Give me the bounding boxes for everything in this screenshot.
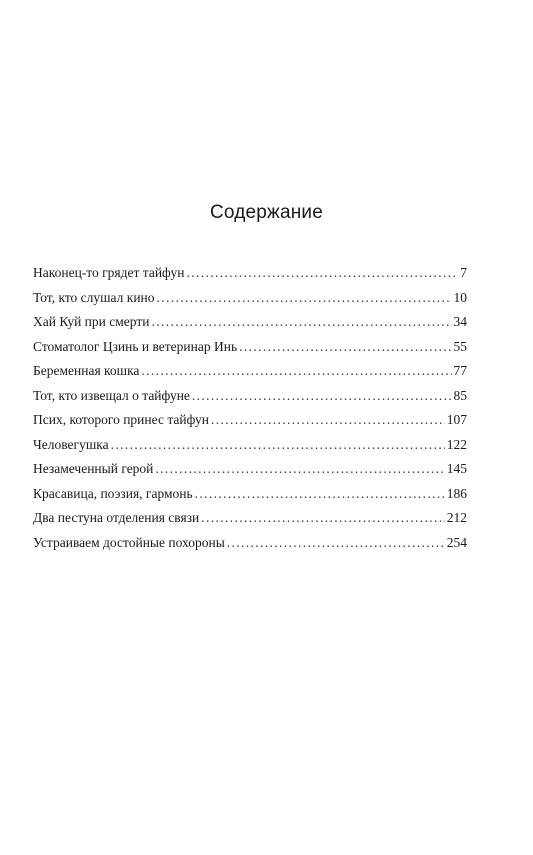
toc-item	[33, 310, 467, 335]
toc-leader-dots	[151, 310, 451, 335]
toc-item-title: Наконец-то грядет тайфун	[33, 265, 185, 280]
toc-item-title: Хай Куй при смерти	[33, 314, 150, 329]
table-of-contents	[33, 261, 467, 555]
toc-item	[33, 359, 467, 384]
toc-leader-dots	[201, 506, 444, 531]
toc-leader-dots	[211, 408, 445, 433]
toc-leader-dots	[157, 286, 452, 311]
toc-leader-dots	[111, 433, 445, 458]
toc-item-title: Два пестуна отделения связи	[33, 510, 200, 525]
toc-item	[33, 408, 467, 433]
toc-item	[33, 531, 467, 556]
toc-leader-dots	[186, 261, 458, 286]
toc-item-page: 85	[453, 387, 467, 403]
toc-item-page: 122	[446, 436, 467, 452]
toc-item-title: Псих, которого принес тайфун	[33, 412, 209, 427]
toc-leader-dots	[239, 335, 451, 360]
toc-item-title: Беременная кошка	[33, 363, 140, 378]
toc-item-title: Красавица, поэзия, гармонь	[33, 485, 193, 501]
toc-leader-dots	[141, 359, 451, 384]
toc-item	[33, 506, 467, 531]
toc-item	[33, 433, 467, 458]
toc-item-page: 34	[453, 314, 467, 329]
toc-item-page: 145	[446, 461, 467, 476]
toc-item	[33, 335, 467, 360]
toc-leader-dots	[227, 531, 445, 556]
toc-item	[33, 286, 467, 311]
toc-item-page: 10	[453, 289, 467, 305]
toc-leader-dots	[192, 384, 452, 409]
toc-item-title: Устраиваем достойные похороны	[33, 534, 225, 550]
toc-item-title: Тот, кто слушал кино	[33, 289, 155, 305]
toc-leader-dots	[155, 457, 444, 482]
toc-item-page: 107	[446, 412, 467, 427]
toc-item-title: Стоматолог Цзинь и ветеринар Инь	[33, 338, 238, 354]
toc-item	[33, 384, 467, 409]
toc-item	[33, 261, 467, 286]
toc-item	[33, 482, 467, 507]
toc-item-page: 55	[453, 338, 467, 354]
toc-item	[33, 457, 467, 482]
toc-item-page: 77	[453, 363, 467, 378]
toc-item-page: 7	[460, 265, 467, 280]
toc-item-title: Незамеченный герой	[33, 461, 154, 476]
toc-item-title: Человегушка	[33, 436, 109, 452]
toc-item-title: Тот, кто извещал о тайфуне	[33, 387, 190, 403]
toc-item-page: 254	[446, 534, 467, 550]
toc-item-page: 212	[446, 510, 467, 525]
page-title: Содержание	[209, 202, 324, 223]
toc-leader-dots	[195, 482, 445, 507]
toc-item-page: 186	[446, 485, 467, 501]
